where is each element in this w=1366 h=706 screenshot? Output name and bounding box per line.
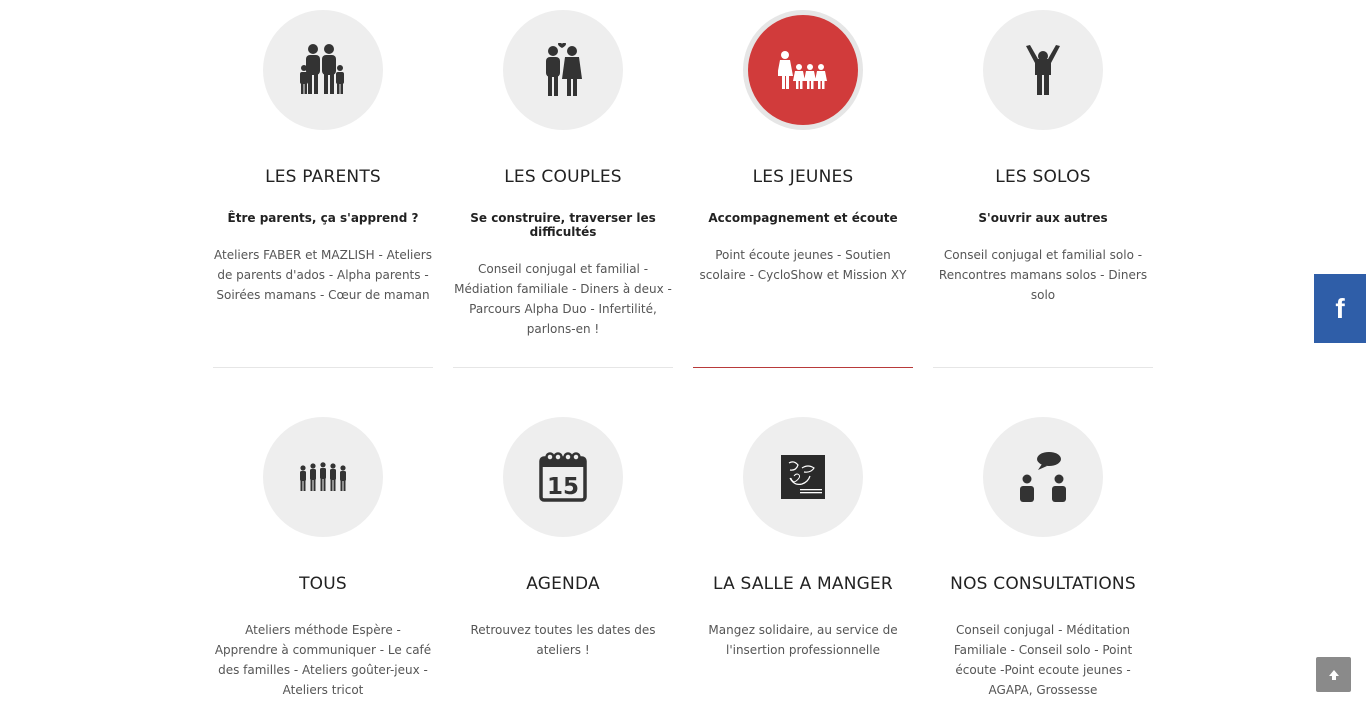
person-arms-up-icon [1023, 44, 1063, 96]
card-couples-icon-link[interactable] [503, 10, 623, 130]
card-title: LES SOLOS [995, 167, 1091, 187]
card-title: LES COUPLES [504, 167, 622, 187]
card-agenda-icon-link[interactable] [503, 417, 623, 537]
card-divider-active [693, 367, 913, 368]
card-tous-icon-link[interactable] [263, 417, 383, 537]
card-les-parents [213, 10, 433, 339]
restaurant-logo-icon [780, 454, 826, 500]
card-les-couples [453, 10, 673, 339]
card-title: LA SALLE A MANGER [713, 574, 893, 594]
card-tous [213, 417, 433, 700]
card-title: LES JEUNES [752, 167, 854, 187]
children-icon [778, 50, 828, 90]
card-description: Conseil conjugal et familial solo - Rencontres mamans solos - Diners solo [938, 248, 1148, 302]
card-subtitle: S'ouvrir aux autres [978, 211, 1108, 225]
facebook-icon: f [1335, 292, 1345, 324]
arrow-up-icon [1327, 668, 1341, 682]
facebook-button[interactable] [1314, 274, 1366, 343]
card-consultations-icon-link[interactable] [983, 417, 1103, 537]
consultation-icon [1018, 451, 1068, 503]
card-divider [213, 367, 433, 368]
card-nos-consultations [933, 417, 1153, 700]
group-icon [298, 462, 348, 492]
card-agenda [453, 417, 673, 700]
card-la-salle-a-manger [693, 417, 913, 700]
card-description: Ateliers FABER et MAZLISH - Ateliers de parents d'ados - Alpha parents - Soirées mamans - Cœur de maman [214, 248, 432, 302]
services-row-1 [213, 10, 1153, 339]
card-title: NOS CONSULTATIONS [950, 574, 1136, 594]
active-circle [748, 15, 858, 125]
card-solos-icon-link[interactable] [983, 10, 1103, 130]
card-divider [933, 367, 1153, 368]
card-description: Retrouvez toutes les dates des ateliers ! [470, 623, 656, 657]
card-title: TOUS [299, 574, 347, 594]
card-description: Mangez solidaire, au service de l'insertion professionnelle [708, 623, 898, 657]
scroll-to-top-button[interactable] [1316, 657, 1351, 692]
card-subtitle: Être parents, ça s'apprend ? [227, 211, 419, 225]
card-title: AGENDA [526, 574, 600, 594]
calendar-icon [538, 451, 588, 503]
card-title: LES PARENTS [265, 167, 381, 187]
family-icon [299, 44, 347, 96]
card-subtitle: Se construire, traverser les difficultés [470, 211, 656, 239]
card-subtitle: Accompagnement et écoute [708, 211, 898, 225]
card-description: Conseil conjugal - Méditation Familiale - Conseil solo - Point écoute -Point ecoute jeunes - AGAPA, Grossesse [953, 623, 1133, 697]
card-jeunes-icon-link[interactable] [743, 10, 863, 130]
card-les-jeunes [693, 10, 913, 339]
card-salle-icon-link[interactable] [743, 417, 863, 537]
couple-icon [543, 43, 583, 97]
card-les-solos [933, 10, 1153, 339]
calendar-day: 15 [546, 474, 580, 500]
card-parents-icon-link[interactable] [263, 10, 383, 130]
card-description: Conseil conjugal et familial - Médiation familiale - Diners à deux - Parcours Alpha Duo - Infertilité, parlons-en ! [454, 262, 672, 336]
card-description: Ateliers méthode Espère - Apprendre à communiquer - Le café des familles - Ateliers goûter-jeux - Ateliers tricot [214, 623, 432, 697]
card-divider [453, 367, 673, 368]
card-description: Point écoute jeunes - Soutien scolaire - CycloShow et Mission XY [699, 248, 907, 282]
services-row-2 [213, 417, 1153, 700]
